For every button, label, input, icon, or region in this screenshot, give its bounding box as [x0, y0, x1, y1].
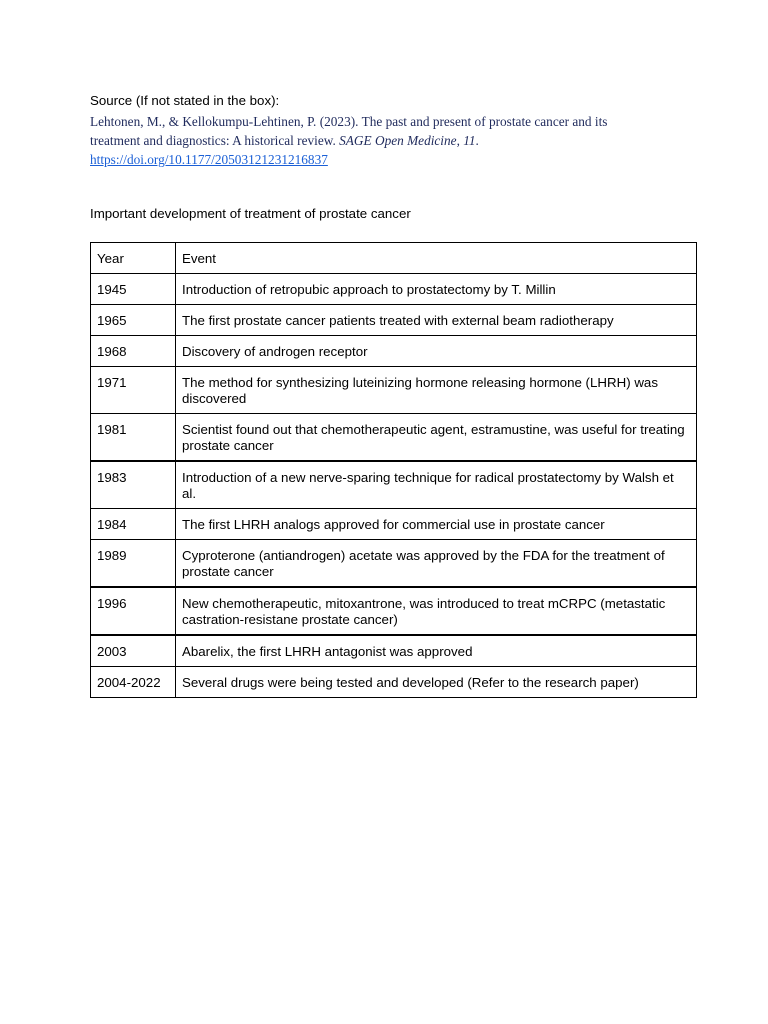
table-row: [91, 414, 697, 462]
row-event: The first LHRH analogs approved for commercial use in prostate cancer: [176, 509, 697, 540]
row-event: Scientist found out that chemotherapeutic agent, estramustine, was useful for treating prostate cancer: [176, 414, 697, 462]
row-year: 1971: [91, 367, 176, 414]
row-year: 1983: [91, 461, 176, 509]
table-row: [91, 305, 697, 336]
row-year: 2003: [91, 635, 176, 667]
header-event: Event: [176, 243, 697, 274]
row-event: The method for synthesizing luteinizing hormone releasing hormone (LHRH) was discovered: [176, 367, 697, 414]
row-year: 1996: [91, 587, 176, 635]
row-event: Cyproterone (antiandrogen) acetate was approved by the FDA for the treatment of prostate cancer: [176, 540, 697, 588]
table-row: [91, 540, 697, 588]
section-title: Important development of treatment of prostate cancer: [90, 206, 411, 221]
timeline-table: [90, 242, 697, 698]
table-row: [91, 635, 697, 667]
row-event: New chemotherapeutic, mitoxantrone, was introduced to treat mCRPC (metastatic castration-resistane prostate cancer): [176, 587, 697, 635]
row-event: Introduction of retropubic approach to prostatectomy by T. Millin: [176, 274, 697, 305]
citation-separator: ,: [456, 133, 464, 148]
table-row: [91, 367, 697, 414]
row-year: 2004-2022: [91, 667, 176, 698]
row-year: 1968: [91, 336, 176, 367]
row-event: Several drugs were being tested and developed (Refer to the research paper): [176, 667, 697, 698]
table-header-row: [91, 243, 697, 274]
row-event: Abarelix, the first LHRH antagonist was approved: [176, 635, 697, 667]
citation: [90, 112, 650, 169]
table-row: [91, 587, 697, 635]
row-year: 1965: [91, 305, 176, 336]
row-event: Introduction of a new nerve-sparing technique for radical prostatectomy by Walsh et al.: [176, 461, 697, 509]
table-row: [91, 667, 697, 698]
table-row: [91, 509, 697, 540]
row-year: 1945: [91, 274, 176, 305]
row-year: 1981: [91, 414, 176, 462]
citation-authors-title: Lehtonen, M., & Kellokumpu-Lehtinen, P. (2023). The past and present of prostate cancer and its treatment and diagnostics: A historical review.: [90, 114, 608, 148]
row-year: 1989: [91, 540, 176, 588]
table-row: [91, 461, 697, 509]
table-row: [91, 336, 697, 367]
citation-volume: 11: [463, 133, 476, 148]
source-label: Source (If not stated in the box):: [90, 93, 280, 108]
citation-end: .: [475, 133, 479, 148]
header-year: Year: [91, 243, 176, 274]
row-event: The first prostate cancer patients treated with external beam radiotherapy: [176, 305, 697, 336]
citation-journal: SAGE Open Medicine: [339, 133, 457, 148]
table-row: [91, 274, 697, 305]
row-event: Discovery of androgen receptor: [176, 336, 697, 367]
row-year: 1984: [91, 509, 176, 540]
doi-link[interactable]: https://doi.org/10.1177/20503121231216837: [90, 152, 328, 167]
